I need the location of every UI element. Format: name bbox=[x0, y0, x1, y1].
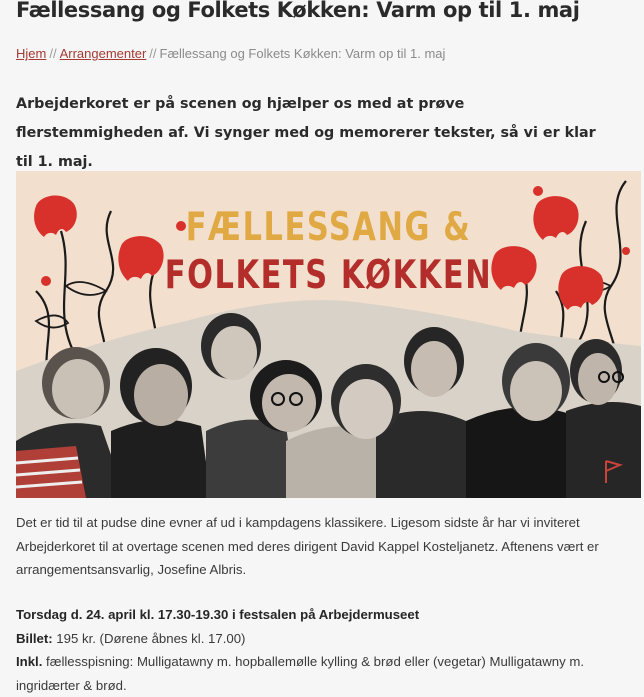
ticket-label: Billet: bbox=[16, 630, 53, 646]
included-line bbox=[16, 650, 631, 697]
event-date-line bbox=[16, 603, 631, 627]
breadcrumb-home-link[interactable]: Hjem bbox=[16, 46, 47, 61]
event-date: Torsdag d. 24. april kl. 17.30-19.30 i festsalen på Arbejdermuseet bbox=[16, 607, 420, 622]
lead-paragraph: Arbejderkoret er på scenen og hjælper os med at prøve flerstemmigheden af. Vi synger med og memorerer tekster, så vi er klar til 1. maj. bbox=[16, 96, 596, 170]
breadcrumb-current: Fællessang og Folkets Køkken: Varm op til 1. maj bbox=[159, 46, 446, 61]
event-details bbox=[16, 603, 631, 697]
breadcrumb-separator: // bbox=[149, 46, 157, 61]
description-paragraph: Det er tid til at pudse dine evner af ud i kampdagens klassikere. Ligesom sidste år har vi inviteret Arbejderkoret til at overtage scenen med deres dirigent David Kappel Kosteljanetz. Aftenens vært er arrangementsansvarlig, Josefine Albris. bbox=[16, 515, 599, 577]
breadcrumb-separator: // bbox=[49, 46, 57, 61]
choir-photo bbox=[16, 300, 641, 498]
included-label: Inkl. bbox=[16, 654, 43, 669]
ticket-line bbox=[16, 627, 631, 651]
page-title: Fællessang og Folkets Køkken: Varm op til 1. maj bbox=[16, 0, 580, 22]
breadcrumb bbox=[16, 46, 445, 61]
included-value: fællesspisning: Mulligatawny m. hopballemølle kylling & brød eller (vegetar) Mulligatawny m. ingridærter & brød. bbox=[16, 654, 585, 693]
banner-title-line2: FOLKETS KØKKEN bbox=[164, 253, 493, 298]
banner-title-line1: FÆLLESSANG & bbox=[185, 205, 472, 250]
event-banner-image bbox=[16, 171, 641, 498]
ticket-value: 195 kr. (Dørene åbnes kl. 17.00) bbox=[52, 630, 246, 646]
breadcrumb-section-link[interactable]: Arrangementer bbox=[59, 46, 147, 61]
